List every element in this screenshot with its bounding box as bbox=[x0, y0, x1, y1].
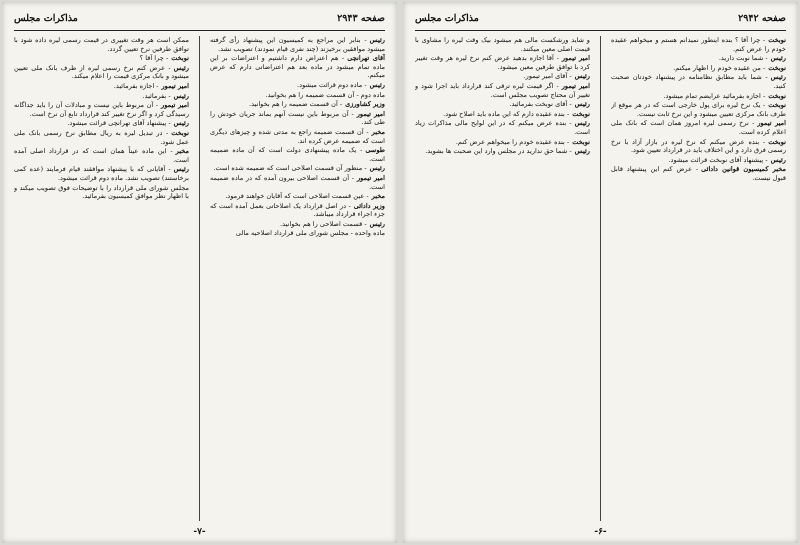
paragraph bbox=[210, 36, 385, 53]
paragraph bbox=[415, 36, 590, 53]
paragraph-text: - بنده عرض میکنم که نرخ لیره در بازار آزاد با نرخ رسمی فرق دارد و این اختلاف باید در قرارداد تعیین شود. bbox=[611, 137, 786, 155]
speaker-name: وزیر دادائی bbox=[353, 201, 385, 210]
paragraph-text: - هم اعتراض دارم داشتیم و اعتراضات بر این ماده تمام میشود در ماده بعد هم اعتراضاتی دارم که عرض میکنم. bbox=[210, 54, 385, 80]
speaker-name: امیر تیمور bbox=[757, 119, 786, 128]
paragraph-text: - یک نرخ لیره برای پول خارجی است که در هر موقع از طرف بانک مرکزی تعیین میشود و این نرخ ثابت نیست. bbox=[611, 101, 786, 118]
paragraph-text: - در تبدیل لیره به ریال مطابق نرخ رسمی بانک ملی عمل شود. bbox=[14, 128, 189, 146]
left-page-number: صفحه ۲۹۴۳ bbox=[337, 12, 385, 24]
paragraph bbox=[210, 202, 385, 219]
left-session-title: مذاکرات مجلس bbox=[14, 12, 78, 24]
speaker-name: نوبخت bbox=[768, 101, 786, 110]
speaker-name: رئیس bbox=[173, 91, 189, 100]
paragraph bbox=[611, 165, 786, 182]
paragraph bbox=[210, 128, 385, 145]
paragraph bbox=[611, 36, 786, 53]
paragraph bbox=[14, 184, 189, 201]
paragraph bbox=[210, 192, 385, 201]
paragraph bbox=[415, 110, 590, 119]
paragraph-text: - اجازه بفرمائید. bbox=[113, 81, 159, 90]
speaker-name: رئیس bbox=[369, 80, 385, 89]
paragraph-text: - در اصل قرارداد یک اصلاحاتی بعمل آمده است که جزء اجراء قرارداد میباشد. bbox=[210, 201, 385, 219]
paragraph-text: - آقای نوبخت بفرمائید. bbox=[509, 100, 572, 109]
right-page-column-1 bbox=[611, 36, 786, 521]
speaker-name: رئیس bbox=[770, 73, 786, 82]
speaker-name: نوبخت bbox=[768, 36, 786, 44]
paragraph-text: - قسمت اصلاحی را هم بخوانید. bbox=[280, 219, 367, 228]
paragraph-text: - آقا اجازه بدهید عرض کنم نرخ لیره هر وقت تغییر کرد با توافق طرفین معین میشود. bbox=[415, 54, 590, 71]
speaker-name: رئیس bbox=[173, 63, 189, 72]
paragraph-text: - من عقیده خودم را اظهار میکنم. bbox=[673, 63, 766, 72]
paragraph bbox=[210, 164, 385, 173]
paragraph-text: - چرا آقا ؟ بنده اینطور نمیدانم هستم و میخواهم عقیده خودم را عرض کنم. bbox=[611, 36, 786, 53]
paragraph-text: ماده دوم - آن قسمت ضمیمه را هم بخوانید. bbox=[265, 90, 385, 99]
paragraph-text: - آقای امیر تیمور. bbox=[523, 72, 572, 81]
paragraph bbox=[611, 138, 786, 155]
paragraph-text: - بنده عقیده دارم که این ماده باید اصلاح شود. bbox=[443, 109, 570, 118]
speaker-name: امیر تیمور bbox=[561, 81, 590, 90]
header-rule bbox=[415, 30, 786, 31]
paragraph bbox=[611, 73, 786, 90]
paragraph-text: - بفرمائید. bbox=[142, 91, 171, 100]
left-page bbox=[2, 2, 397, 543]
paragraph-text: مجلس شورای ملی قرارداد را با توضیحات فوق تصویب میکند و با اظهار نظر موافق کمیسیون بفرمائید. bbox=[14, 183, 189, 201]
paragraph-text: - عین قسمت اصلاحی است که آقایان خواهند فرمود. bbox=[225, 192, 369, 201]
paragraph-text: - شما حق ندارید در مجلس وارد این صحبت ها بشوید. bbox=[425, 147, 572, 156]
speaker-name: طوسی bbox=[365, 146, 385, 155]
speaker-name: رئیس bbox=[369, 164, 385, 173]
paragraph bbox=[210, 110, 385, 127]
paragraph-text: - اجازه بفرمائید عرایضم تمام میشود. bbox=[663, 91, 766, 100]
speaker-name: نوبخت bbox=[768, 137, 786, 146]
paragraph-text: - آقایانی که با پیشنهاد موافقند قیام فرمایند (عده کمی برخاستند) تصویب نشد. ماده دوم قرائت میشود. bbox=[14, 165, 189, 182]
paragraph bbox=[14, 64, 189, 81]
paragraph-text: - آن مربوط باین نیست و مبادلات آن را باید جداگانه رسیدگی کرد و اگر نرخ تغییر کند قرارداد تابع آن نرخ است. bbox=[14, 101, 189, 118]
paragraph bbox=[611, 156, 786, 165]
paragraph-text: - چرا آقا ؟ bbox=[139, 54, 169, 63]
paragraph bbox=[611, 54, 786, 63]
paragraph bbox=[14, 165, 189, 182]
paragraph-text: - یک ماده پیشنهادی دولت است که آن ماده ضمیمه است. bbox=[210, 146, 385, 163]
left-page-footer: -۷- bbox=[193, 527, 206, 537]
paragraph-text: - این ماده عیناً همان است که در قرارداد اصلی آمده است. bbox=[14, 147, 189, 164]
left-page-column-2 bbox=[14, 36, 189, 521]
paragraph-text: - اگر قیمت لیره ترقی کند قرارداد باید اجرا شود و تغییر آن محتاج تصویب مجلس است. bbox=[415, 81, 590, 99]
paragraph bbox=[210, 81, 385, 90]
paragraph-text: - شما باید مطابق نظامنامه در پیشنهاد خودتان صحبت کنید. bbox=[611, 73, 786, 90]
paragraph-text: - عرض کنم این پیشنهاد قابل قبول نیست. bbox=[611, 165, 786, 182]
paragraph-text: - آن قسمت ضمیمه راجع به مدتی شده و چیزهای دیگری است که ضمیمه عرض کرده اند. bbox=[210, 127, 385, 145]
paragraph bbox=[210, 91, 385, 100]
paragraph bbox=[415, 147, 590, 156]
paragraph bbox=[210, 229, 385, 238]
right-page bbox=[403, 2, 798, 543]
left-page-body bbox=[14, 36, 385, 521]
paragraph-text: - نرخ رسمی لیره امروز همان است که بانک ملی اعلام کرده است. bbox=[611, 119, 786, 136]
speaker-name: مخبر bbox=[371, 127, 385, 136]
speaker-name: رئیس bbox=[369, 219, 385, 228]
paragraph-text: - منظور آن قسمت اصلاحی است که ضمیمه شده است. bbox=[213, 164, 367, 173]
paragraph-text: - شما نوبت دارید. bbox=[718, 54, 768, 63]
paragraph bbox=[210, 220, 385, 229]
speaker-name: رئیس bbox=[574, 119, 590, 128]
speaker-name: مخبر bbox=[371, 192, 385, 201]
paragraph-text: - بنده عرض میکنم که در این لوایح مالی مذاکرات زیاد است. bbox=[415, 119, 590, 136]
paragraph bbox=[611, 119, 786, 136]
paragraph bbox=[14, 36, 189, 53]
paragraph bbox=[14, 54, 189, 63]
right-page-number: صفحه ۲۹۴۲ bbox=[738, 12, 786, 24]
paragraph-text: و شاید ورشکست مالی هم میشود بیک وقت لیره را مشاوی با قیمت اصلی معین میکنند. bbox=[415, 36, 590, 53]
speaker-name: امیر تیمور bbox=[161, 101, 189, 110]
paragraph bbox=[14, 129, 189, 146]
speaker-name: امیر تیمور bbox=[356, 173, 385, 182]
speaker-name: نوبخت bbox=[572, 137, 590, 146]
paragraph bbox=[415, 138, 590, 147]
paragraph bbox=[14, 101, 189, 118]
paragraph-text: - عرض کنم نرخ رسمی لیره از طرف بانک ملی تعیین میشود و بانک مرکزی قیمت را اعلام میکند. bbox=[14, 63, 189, 81]
speaker-name: امیر تیمور bbox=[161, 81, 189, 90]
paragraph bbox=[415, 72, 590, 81]
paragraph-text: - بنابر این مراجع به کمیسیون این پیشنهاد رأی گرفته میشود موافقین برخیزند (چند نفری قیام نمودند) تصویب نشد. bbox=[210, 36, 385, 53]
right-page-body bbox=[415, 36, 786, 521]
paragraph bbox=[415, 82, 590, 99]
paragraph-text: ماده واحده - مجلس شورای ملی قرارداد اصلاحیه مالی bbox=[235, 229, 385, 238]
paragraph bbox=[611, 64, 786, 73]
paragraph-text: - پیشنهاد آقای تهرانچی قرائت میشود. bbox=[67, 119, 171, 128]
paragraph bbox=[611, 92, 786, 101]
speaker-name: وزیر کشاورزی bbox=[345, 100, 385, 109]
speaker-name: رئیس bbox=[574, 100, 590, 109]
paragraph bbox=[415, 119, 590, 136]
header-rule bbox=[14, 30, 385, 31]
column-divider bbox=[600, 36, 601, 521]
paragraph bbox=[14, 92, 189, 101]
speaker-name: نوبخت bbox=[768, 91, 786, 100]
paragraph bbox=[210, 100, 385, 109]
paragraph bbox=[415, 54, 590, 71]
speaker-name: نوبخت bbox=[171, 128, 189, 137]
speaker-name: رئیس bbox=[770, 155, 786, 164]
speaker-name: رئیس bbox=[574, 72, 590, 81]
paragraph bbox=[14, 82, 189, 91]
right-session-title: مذاکرات مجلس bbox=[415, 12, 479, 24]
paragraph-text: - آن مربوط باین نیست آنهم بماند جریان خودش را طی کند. bbox=[210, 109, 385, 127]
paragraph-text: - پیشنهاد آقای نوبخت قرائت میشود. bbox=[668, 155, 768, 164]
speaker-name: آقای تهرانچی bbox=[347, 54, 385, 63]
speaker-name: نوبخت bbox=[572, 109, 590, 118]
speaker-name: مخبر bbox=[175, 147, 189, 156]
paragraph bbox=[210, 54, 385, 80]
speaker-name: رئیس bbox=[574, 147, 590, 156]
speaker-name: رئیس bbox=[173, 119, 189, 128]
paragraph bbox=[210, 174, 385, 191]
paragraph-text: - ماده دوم قرائت میشود. bbox=[297, 80, 367, 89]
paragraph bbox=[14, 147, 189, 164]
paragraph-text: - آن قسمت اصلاحی بیرون آمده که در ماده ضمیمه است. bbox=[210, 173, 385, 191]
speaker-name: نوبخت bbox=[171, 54, 189, 63]
left-page-header bbox=[14, 8, 385, 28]
paragraph bbox=[210, 146, 385, 163]
right-page-column-2 bbox=[415, 36, 590, 521]
speaker-name: رئیس bbox=[369, 36, 385, 44]
speaker-name: امیر تیمور bbox=[356, 109, 385, 118]
paragraph bbox=[611, 101, 786, 118]
right-page-header bbox=[415, 8, 786, 28]
left-page-column-1 bbox=[210, 36, 385, 521]
speaker-name: نوبخت bbox=[768, 63, 786, 72]
speaker-name: رئیس bbox=[173, 165, 189, 174]
column-divider bbox=[199, 36, 200, 521]
speaker-name: امیر تیمور bbox=[561, 54, 590, 63]
paragraph bbox=[14, 119, 189, 128]
right-page-footer: -۶- bbox=[594, 527, 607, 537]
paragraph-text: - آن قسمت ضمیمه را هم بخوانید. bbox=[248, 100, 343, 109]
paragraph-text: - بنده عقیده خودم را میخواهم عرض کنم. bbox=[455, 137, 570, 146]
paragraph-text: ممکن است هر وقت تغییری در قیمت رسمی لیره داده شود با توافق طرفین نرخ تعیین گردد. bbox=[14, 36, 189, 53]
paragraph bbox=[415, 100, 590, 109]
speaker-name: مخبر کمیسیون قوانین دادائی bbox=[701, 165, 786, 174]
speaker-name: رئیس bbox=[770, 54, 786, 63]
